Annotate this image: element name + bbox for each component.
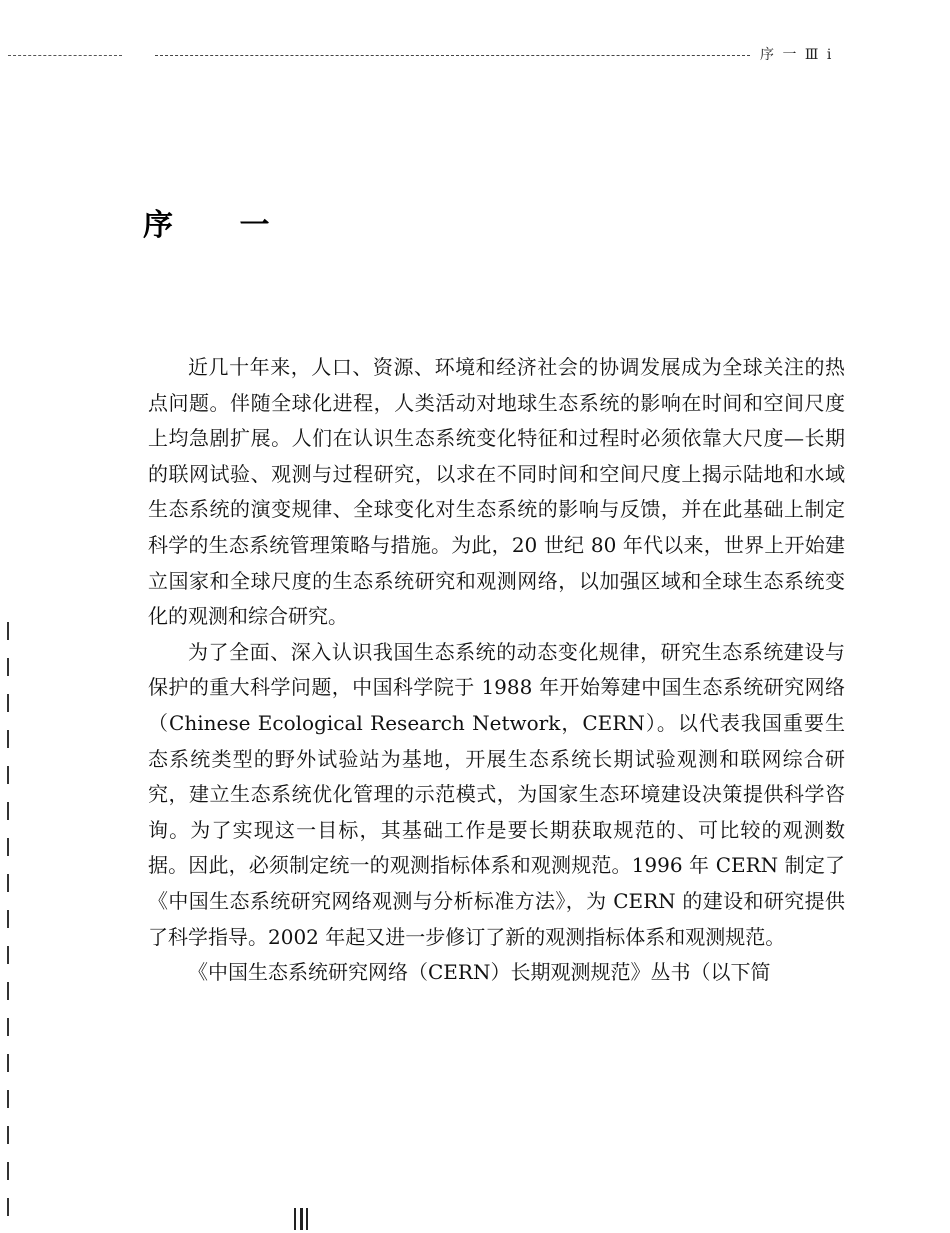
paragraph-1: 近几十年来，人口、资源、环境和经济社会的协调发展成为全球关注的热点问题。伴随全球化进程，人类活动对地球生态系统的影响在时间和空间尺度上均急剧扩展。人们在认识生态系统变化特征和过程时必须依靠大尺度—长期的联网试验、观测与过程研究，以求在不同时间和空间尺度上揭示陆地和水域生态系统的演变规律、全球变化对生态系统的影响与反馈，并在此基础上制定科学的生态系统管理策略与措施。为此，20 世纪 80 年代以来，世界上开始建立国家和全球尺度的生态系统研究和观测网络，以加强区域和全球生态系统变化的观测和综合研究。 [148,355,845,629]
header-rule-left [8,55,122,56]
body-text [148,350,845,991]
paragraph-2: 为了全面、深入认识我国生态系统的动态变化规律，研究生态系统建设与保护的重大科学问题，中国科学院于 1988 年开始筹建中国生态系统研究网络（Chinese Ecological Research Network，CERN）。以代表我国重要生态系统类型的野外试验站为基地，开展生态系统长期试验观测和联网综合研究，建立生态系统优化管理的示范模式，为国家生态环境建设决策提供科学咨询。为了实现这一目标，其基础工作是要长期获取规范的、可比较的观测数据。因此，必须制定统一的观测指标体系和观测规范。1996 年 CERN 制定了《中国生态系统研究网络观测与分析标准方法》，为 CERN 的建设和研究提供了科学指导。2002 年起又进一步修订了新的观测指标体系和观测规范。 [148,639,845,949]
chapter-title: 序 一 [143,208,298,243]
header-rule [155,55,750,56]
scan-artifact-mark [292,1208,312,1232]
left-margin-binding-marks [7,622,11,1232]
paragraph-3: 《中国生态系统研究网络（CERN）长期观测规范》丛书（以下简 [188,960,771,985]
running-head: 序 一 Ⅲ i [760,47,834,63]
